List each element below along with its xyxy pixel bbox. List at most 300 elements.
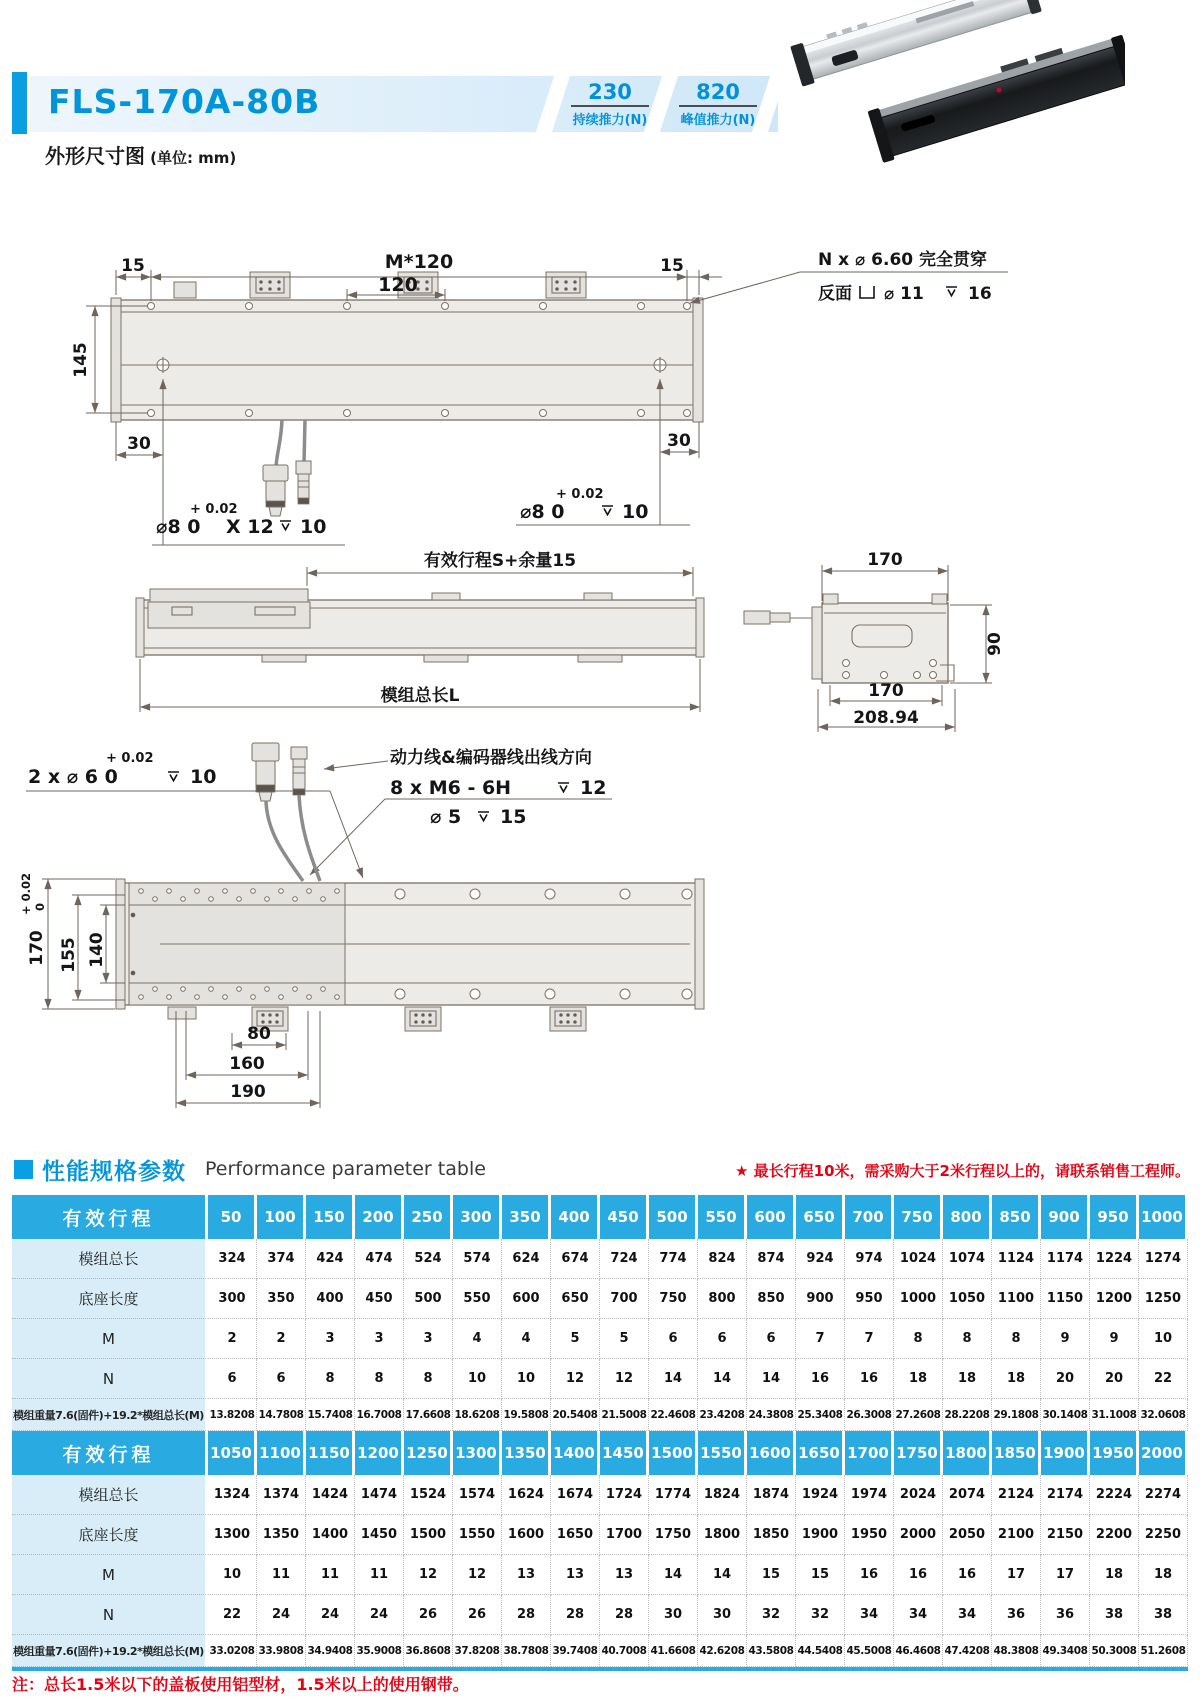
page-title: FLS-170A-80B — [48, 82, 321, 121]
stroke-col-header: 600 — [747, 1195, 796, 1239]
table-cell: 33.0208 — [208, 1635, 257, 1667]
table-cell: 674 — [551, 1239, 600, 1279]
table-cell: 1450 — [355, 1515, 404, 1555]
table-cell: 1750 — [649, 1515, 698, 1555]
top-view-cables — [263, 420, 311, 516]
table-cell: 2250 — [1139, 1515, 1188, 1555]
table-cell: 44.5408 — [796, 1635, 845, 1667]
o5-depth: 15 — [500, 806, 527, 828]
stroke-col-header: 100 — [257, 1195, 306, 1239]
table-cell: 1224 — [1090, 1239, 1139, 1279]
note-cbore-dia: ⌀ 11 — [884, 284, 924, 304]
table-cell: 21.5008 — [600, 1399, 649, 1431]
table-cell: 17.6608 — [404, 1399, 453, 1431]
row-label: 底座长度 — [12, 1515, 208, 1555]
table-cell: 32 — [796, 1595, 845, 1635]
table-cell: 15 — [796, 1555, 845, 1595]
table-cell: 600 — [502, 1279, 551, 1319]
table-cell: 13 — [600, 1555, 649, 1595]
depth-icon — [478, 812, 489, 821]
stroke-col-header: 150 — [306, 1195, 355, 1239]
table-cell: 8 — [404, 1359, 453, 1399]
table-cell: 11 — [257, 1555, 306, 1595]
stroke-col-header: 1250 — [404, 1431, 453, 1475]
table-cell: 12 — [453, 1555, 502, 1595]
stat-divider — [571, 105, 649, 107]
bottom-view-callouts — [26, 747, 612, 878]
stroke-col-header: 900 — [1041, 1195, 1090, 1239]
dim-190: 190 — [230, 1082, 266, 1102]
stroke-col-header: 1500 — [649, 1431, 698, 1475]
table-cell: 2150 — [1041, 1515, 1090, 1555]
table-cell: 20 — [1090, 1359, 1139, 1399]
table-cell: 724 — [600, 1239, 649, 1279]
table-cell: 550 — [453, 1279, 502, 1319]
table-cell: 37.8208 — [453, 1635, 502, 1667]
drawing-section-title — [45, 140, 236, 169]
dimension-drawings — [0, 215, 1200, 1120]
table-cell: 2100 — [992, 1515, 1041, 1555]
table-cell: 400 — [306, 1279, 355, 1319]
table-cell: 14 — [747, 1359, 796, 1399]
table-cell: 14 — [649, 1555, 698, 1595]
table-cell: 1274 — [1139, 1239, 1188, 1279]
table-cell: 16 — [943, 1555, 992, 1595]
performance-table-part1 — [12, 1195, 1188, 1431]
table-cell: 10 — [208, 1555, 257, 1595]
table-cell: 700 — [600, 1279, 649, 1319]
table-cell: 30.1408 — [1041, 1399, 1090, 1431]
table-cell: 45.5008 — [845, 1635, 894, 1667]
stroke-col-header: 750 — [894, 1195, 943, 1239]
table-cell: 1800 — [698, 1515, 747, 1555]
note-through-hole: N x ⌀ 6.60 完全贯穿 — [818, 250, 988, 270]
table-cell: 624 — [502, 1239, 551, 1279]
dim-15-left: 15 — [121, 256, 145, 276]
table-cell: 32 — [747, 1595, 796, 1635]
note-cbore-depth: 16 — [968, 284, 992, 304]
holeL-depth: 10 — [300, 516, 327, 538]
table-cell: 34 — [943, 1595, 992, 1635]
dim-30-right: 30 — [667, 431, 691, 451]
table-cell: 3 — [306, 1319, 355, 1359]
section-title-en: Performance parameter table — [205, 1158, 486, 1180]
depth-icon — [280, 521, 291, 530]
table-cell: 2074 — [943, 1475, 992, 1515]
table-cell: 8 — [355, 1359, 404, 1399]
table-cell: 1400 — [306, 1515, 355, 1555]
table-cell: 18 — [992, 1359, 1041, 1399]
note-back-side: 反面 — [818, 284, 852, 304]
stroke-col-header: 1300 — [453, 1431, 502, 1475]
table-cell: 10 — [453, 1359, 502, 1399]
dim-155: 155 — [59, 937, 79, 973]
o5-note: ⌀ 5 — [430, 806, 462, 828]
table-cell: 38 — [1139, 1595, 1188, 1635]
table-cell: 524 — [404, 1239, 453, 1279]
stroke-col-header: 1400 — [551, 1431, 600, 1475]
row-label: 模组总长 — [12, 1475, 208, 1515]
table-cell: 28.2208 — [943, 1399, 992, 1431]
table-cell: 450 — [355, 1279, 404, 1319]
table-cell: 1300 — [208, 1515, 257, 1555]
table-cell: 824 — [698, 1239, 747, 1279]
stroke-col-header: 1700 — [845, 1431, 894, 1475]
table-cell: 38.7808 — [502, 1635, 551, 1667]
dim-140: 140 — [87, 932, 107, 968]
table-cell: 47.4208 — [943, 1635, 992, 1667]
table-cell: 40.7008 — [600, 1635, 649, 1667]
table-cell: 1774 — [649, 1475, 698, 1515]
table-cell: 24 — [355, 1595, 404, 1635]
depth-icon — [558, 783, 569, 792]
table-cell: 2050 — [943, 1515, 992, 1555]
table-cell: 42.6208 — [698, 1635, 747, 1667]
counterbore-icon — [860, 286, 874, 298]
table-cell: 18.6208 — [453, 1399, 502, 1431]
table-cell: 1374 — [257, 1475, 306, 1515]
dim-effective-stroke: 有效行程S+余量15 — [423, 551, 577, 571]
dim-170-top: 170 — [867, 550, 903, 570]
table-cell: 650 — [551, 1279, 600, 1319]
table-cell: 13 — [551, 1555, 600, 1595]
table-cell: 11 — [355, 1555, 404, 1595]
table-cell: 39.7408 — [551, 1635, 600, 1667]
table-cell: 1124 — [992, 1239, 1041, 1279]
table-cell: 1674 — [551, 1475, 600, 1515]
table-cell: 16 — [845, 1555, 894, 1595]
top-view-body — [115, 300, 699, 420]
table-cell: 3 — [355, 1319, 404, 1359]
table-cell: 900 — [796, 1279, 845, 1319]
table-cell: 1174 — [1041, 1239, 1090, 1279]
table-cell: 28 — [551, 1595, 600, 1635]
table-cell: 1024 — [894, 1239, 943, 1279]
table-cell: 6 — [208, 1359, 257, 1399]
carriage — [150, 589, 308, 602]
table-cell: 5 — [600, 1319, 649, 1359]
table-cell: 13 — [502, 1555, 551, 1595]
table-cell: 10 — [502, 1359, 551, 1399]
table-cell: 22.4608 — [649, 1399, 698, 1431]
table-cell: 18 — [894, 1359, 943, 1399]
stat-label: 峰值推力(N) — [680, 113, 756, 128]
stroke-header: 有效行程 — [12, 1431, 208, 1475]
table-cell: 850 — [747, 1279, 796, 1319]
performance-table-part2 — [12, 1431, 1188, 1667]
table-cell: 51.2608 — [1139, 1635, 1188, 1667]
table-cell: 29.1808 — [992, 1399, 1041, 1431]
table-cell: 1324 — [208, 1475, 257, 1515]
row-label: 模组总长 — [12, 1239, 208, 1279]
table-cell: 1574 — [453, 1475, 502, 1515]
table-cell: 1350 — [257, 1515, 306, 1555]
section-warning: ★ 最长行程10米，需采购大于2米行程以上的，请联系销售工程师。 — [735, 1162, 1190, 1180]
depth-icon — [602, 506, 613, 515]
table-cell: 12 — [551, 1359, 600, 1399]
holeL-tol: + 0.02 — [190, 502, 238, 517]
table-cell: 14 — [698, 1555, 747, 1595]
table-cell: 27.2608 — [894, 1399, 943, 1431]
row-label: 底座长度 — [12, 1279, 208, 1319]
table-cell: 1624 — [502, 1475, 551, 1515]
stroke-col-header: 950 — [1090, 1195, 1139, 1239]
table-cell: 18 — [1090, 1555, 1139, 1595]
table-cell: 18 — [1139, 1555, 1188, 1595]
table-cell: 28 — [600, 1595, 649, 1635]
stroke-col-header: 500 — [649, 1195, 698, 1239]
stat-peak-force — [672, 80, 764, 128]
table-cell: 1050 — [943, 1279, 992, 1319]
table-cell: 48.3808 — [992, 1635, 1041, 1667]
table-cell: 574 — [453, 1239, 502, 1279]
cable-direction-note: 动力线&编码器线出线方向 — [390, 748, 592, 768]
table-cell: 41.6608 — [649, 1635, 698, 1667]
row-label: N — [12, 1595, 208, 1635]
depth-icon — [946, 287, 957, 296]
table-cell: 874 — [747, 1239, 796, 1279]
table-cell: 1724 — [600, 1475, 649, 1515]
table-cell: 13.8208 — [208, 1399, 257, 1431]
table-cell: 1100 — [992, 1279, 1041, 1319]
stroke-col-header: 550 — [698, 1195, 747, 1239]
stroke-col-header: 2000 — [1139, 1431, 1188, 1475]
table-cell: 33.9808 — [257, 1635, 306, 1667]
table-cell: 8 — [992, 1319, 1041, 1359]
bottom-view-cables — [252, 743, 320, 881]
stroke-col-header: 1600 — [747, 1431, 796, 1475]
table-cell: 16 — [894, 1555, 943, 1595]
stroke-col-header: 1000 — [1139, 1195, 1188, 1239]
stroke-col-header: 1100 — [257, 1431, 306, 1475]
row-label: 模组重量7.6(固件)+19.2*模组总长(M) — [12, 1635, 208, 1667]
table-cell: 7 — [845, 1319, 894, 1359]
stroke-header: 有效行程 — [12, 1195, 208, 1239]
table-cell: 974 — [845, 1239, 894, 1279]
stat-divider — [679, 105, 757, 107]
stroke-col-header: 1550 — [698, 1431, 747, 1475]
table-cell: 1424 — [306, 1475, 355, 1515]
table-cell: 36.8608 — [404, 1635, 453, 1667]
dim-90: 90 — [985, 632, 1005, 656]
stroke-col-header: 50 — [208, 1195, 257, 1239]
table-cell: 30 — [649, 1595, 698, 1635]
table-cell: 25.3408 — [796, 1399, 845, 1431]
table-cell: 6 — [747, 1319, 796, 1359]
pin-tol: + 0.02 — [106, 751, 154, 766]
table-cell: 924 — [796, 1239, 845, 1279]
table-cell: 16 — [845, 1359, 894, 1399]
stat-value: 820 — [696, 80, 740, 104]
table-cell: 38 — [1090, 1595, 1139, 1635]
table-cell: 774 — [649, 1239, 698, 1279]
table-cell: 15 — [747, 1555, 796, 1595]
table-cell: 1974 — [845, 1475, 894, 1515]
stroke-col-header: 1850 — [992, 1431, 1041, 1475]
m6-note: 8 x M6 - 6H — [390, 777, 512, 799]
table-cell: 24.3808 — [747, 1399, 796, 1431]
stroke-col-header: 850 — [992, 1195, 1041, 1239]
table-cell: 26 — [404, 1595, 453, 1635]
table-cell: 3 — [404, 1319, 453, 1359]
m6-depth: 12 — [580, 777, 607, 799]
table-cell: 31.1008 — [1090, 1399, 1139, 1431]
table-cell: 9 — [1090, 1319, 1139, 1359]
holeL-x12: X 12 — [226, 516, 274, 538]
table-cell: 424 — [306, 1239, 355, 1279]
stroke-col-header: 700 — [845, 1195, 894, 1239]
stat-label: 持续推力(N) — [572, 113, 648, 128]
stroke-col-header: 650 — [796, 1195, 845, 1239]
table-cell: 7 — [796, 1319, 845, 1359]
dim-30-left: 30 — [127, 434, 151, 454]
top-view-drawing — [71, 249, 1008, 545]
product-photo — [785, 0, 1125, 165]
table-cell: 18 — [943, 1359, 992, 1399]
table-cell: 10 — [1139, 1319, 1188, 1359]
stroke-col-header: 1900 — [1041, 1431, 1090, 1475]
table-cell: 26.3008 — [845, 1399, 894, 1431]
table-cell: 8 — [943, 1319, 992, 1359]
table-cell: 26 — [453, 1595, 502, 1635]
table-cell: 14 — [649, 1359, 698, 1399]
table-cell: 6 — [649, 1319, 698, 1359]
table-cell: 500 — [404, 1279, 453, 1319]
stroke-col-header: 450 — [600, 1195, 649, 1239]
table-cell: 19.5808 — [502, 1399, 551, 1431]
dim-160: 160 — [229, 1054, 265, 1074]
table-cell: 8 — [894, 1319, 943, 1359]
table-cell: 32.0608 — [1139, 1399, 1188, 1431]
table-cell: 1550 — [453, 1515, 502, 1555]
table-cell: 1900 — [796, 1515, 845, 1555]
table-cell: 1950 — [845, 1515, 894, 1555]
row-label: M — [12, 1319, 208, 1359]
table-cell: 22 — [1139, 1359, 1188, 1399]
table-cell: 300 — [208, 1279, 257, 1319]
pin-depth: 10 — [190, 766, 217, 788]
table-cell: 24 — [257, 1595, 306, 1635]
table-cell: 14.7808 — [257, 1399, 306, 1431]
table-cell: 1000 — [894, 1279, 943, 1319]
table-cell: 20 — [1041, 1359, 1090, 1399]
table-cell: 1850 — [747, 1515, 796, 1555]
table-cell: 1874 — [747, 1475, 796, 1515]
table-cell: 24 — [306, 1595, 355, 1635]
table-cell: 474 — [355, 1239, 404, 1279]
table-cell: 17 — [1041, 1555, 1090, 1595]
stroke-col-header: 1650 — [796, 1431, 845, 1475]
stroke-col-header: 1950 — [1090, 1431, 1139, 1475]
dim-170-tol-bottom: 0 — [33, 902, 47, 911]
table-cell: 16 — [796, 1359, 845, 1399]
pin-main: 2 x ⌀ 6 0 — [28, 766, 118, 788]
dim-208-94: 208.94 — [853, 708, 919, 728]
table-cell: 9 — [1041, 1319, 1090, 1359]
table-cell: 350 — [257, 1279, 306, 1319]
table-cell: 1074 — [943, 1239, 992, 1279]
dim-m120: M*120 — [384, 251, 454, 273]
table-cell: 6 — [257, 1359, 306, 1399]
drawing-title-text: 外形尺寸图 — [45, 144, 145, 168]
table-cell: 1924 — [796, 1475, 845, 1515]
table-cell: 324 — [208, 1239, 257, 1279]
table-cell: 4 — [502, 1319, 551, 1359]
table-cell: 2124 — [992, 1475, 1041, 1515]
dim-total-length: 模组总长L — [380, 686, 460, 706]
stroke-col-header: 400 — [551, 1195, 600, 1239]
table-cell: 43.5808 — [747, 1635, 796, 1667]
dim-170-tol-top: + 0.02 — [19, 872, 33, 915]
depth-icon — [168, 772, 179, 781]
table-cell: 1200 — [1090, 1279, 1139, 1319]
table-cell: 34 — [845, 1595, 894, 1635]
holeR-tol: + 0.02 — [556, 487, 604, 502]
header-accent-bar — [12, 72, 27, 134]
table-cell: 750 — [649, 1279, 698, 1319]
table-cell: 35.9008 — [355, 1635, 404, 1667]
table-cell: 1474 — [355, 1475, 404, 1515]
table-cell: 36 — [992, 1595, 1041, 1635]
stroke-col-header: 800 — [943, 1195, 992, 1239]
footer-note: 注：总长1.5米以下的盖板使用铝型材，1.5米以上的使用钢带。 — [12, 1675, 469, 1694]
table-cell: 1824 — [698, 1475, 747, 1515]
dim-80: 80 — [247, 1024, 271, 1044]
table-cell: 1524 — [404, 1475, 453, 1515]
dim-120: 120 — [378, 274, 418, 296]
table-cell: 1500 — [404, 1515, 453, 1555]
table-cell: 4 — [453, 1319, 502, 1359]
table-cell: 50.3008 — [1090, 1635, 1139, 1667]
stroke-col-header: 250 — [404, 1195, 453, 1239]
stroke-col-header: 1450 — [600, 1431, 649, 1475]
table-cell: 2224 — [1090, 1475, 1139, 1515]
table-cell: 12 — [600, 1359, 649, 1399]
table-cell: 1650 — [551, 1515, 600, 1555]
row-label: N — [12, 1359, 208, 1399]
table-cell: 28 — [502, 1595, 551, 1635]
table-cell: 1700 — [600, 1515, 649, 1555]
table-cell: 5 — [551, 1319, 600, 1359]
stroke-col-header: 200 — [355, 1195, 404, 1239]
stroke-col-header: 1750 — [894, 1431, 943, 1475]
row-label: M — [12, 1555, 208, 1595]
table-cell: 950 — [845, 1279, 894, 1319]
table-cell: 34.9408 — [306, 1635, 355, 1667]
side-view-drawing — [136, 550, 704, 712]
table-cell: 22 — [208, 1595, 257, 1635]
holeR-main: ⌀8 0 — [520, 501, 565, 523]
table-cell: 11 — [306, 1555, 355, 1595]
holeR-depth: 10 — [622, 501, 649, 523]
table-cell: 2274 — [1139, 1475, 1188, 1515]
table-cell: 23.4208 — [698, 1399, 747, 1431]
table-cell: 8 — [306, 1359, 355, 1399]
performance-tables — [12, 1195, 1188, 1671]
table-cell: 1150 — [1041, 1279, 1090, 1319]
holeL-main: ⌀8 0 — [156, 516, 201, 538]
bottom-view-drawing — [19, 743, 704, 1108]
stroke-col-header: 1800 — [943, 1431, 992, 1475]
bottom-mount-blocks — [168, 1007, 586, 1031]
table-cell: 12 — [404, 1555, 453, 1595]
table-cell: 2200 — [1090, 1515, 1139, 1555]
table-cell: 30 — [698, 1595, 747, 1635]
table-cell: 1250 — [1139, 1279, 1188, 1319]
dim-170-bottom: 170 — [868, 681, 904, 701]
table-cell: 374 — [257, 1239, 306, 1279]
table-cell: 2174 — [1041, 1475, 1090, 1515]
